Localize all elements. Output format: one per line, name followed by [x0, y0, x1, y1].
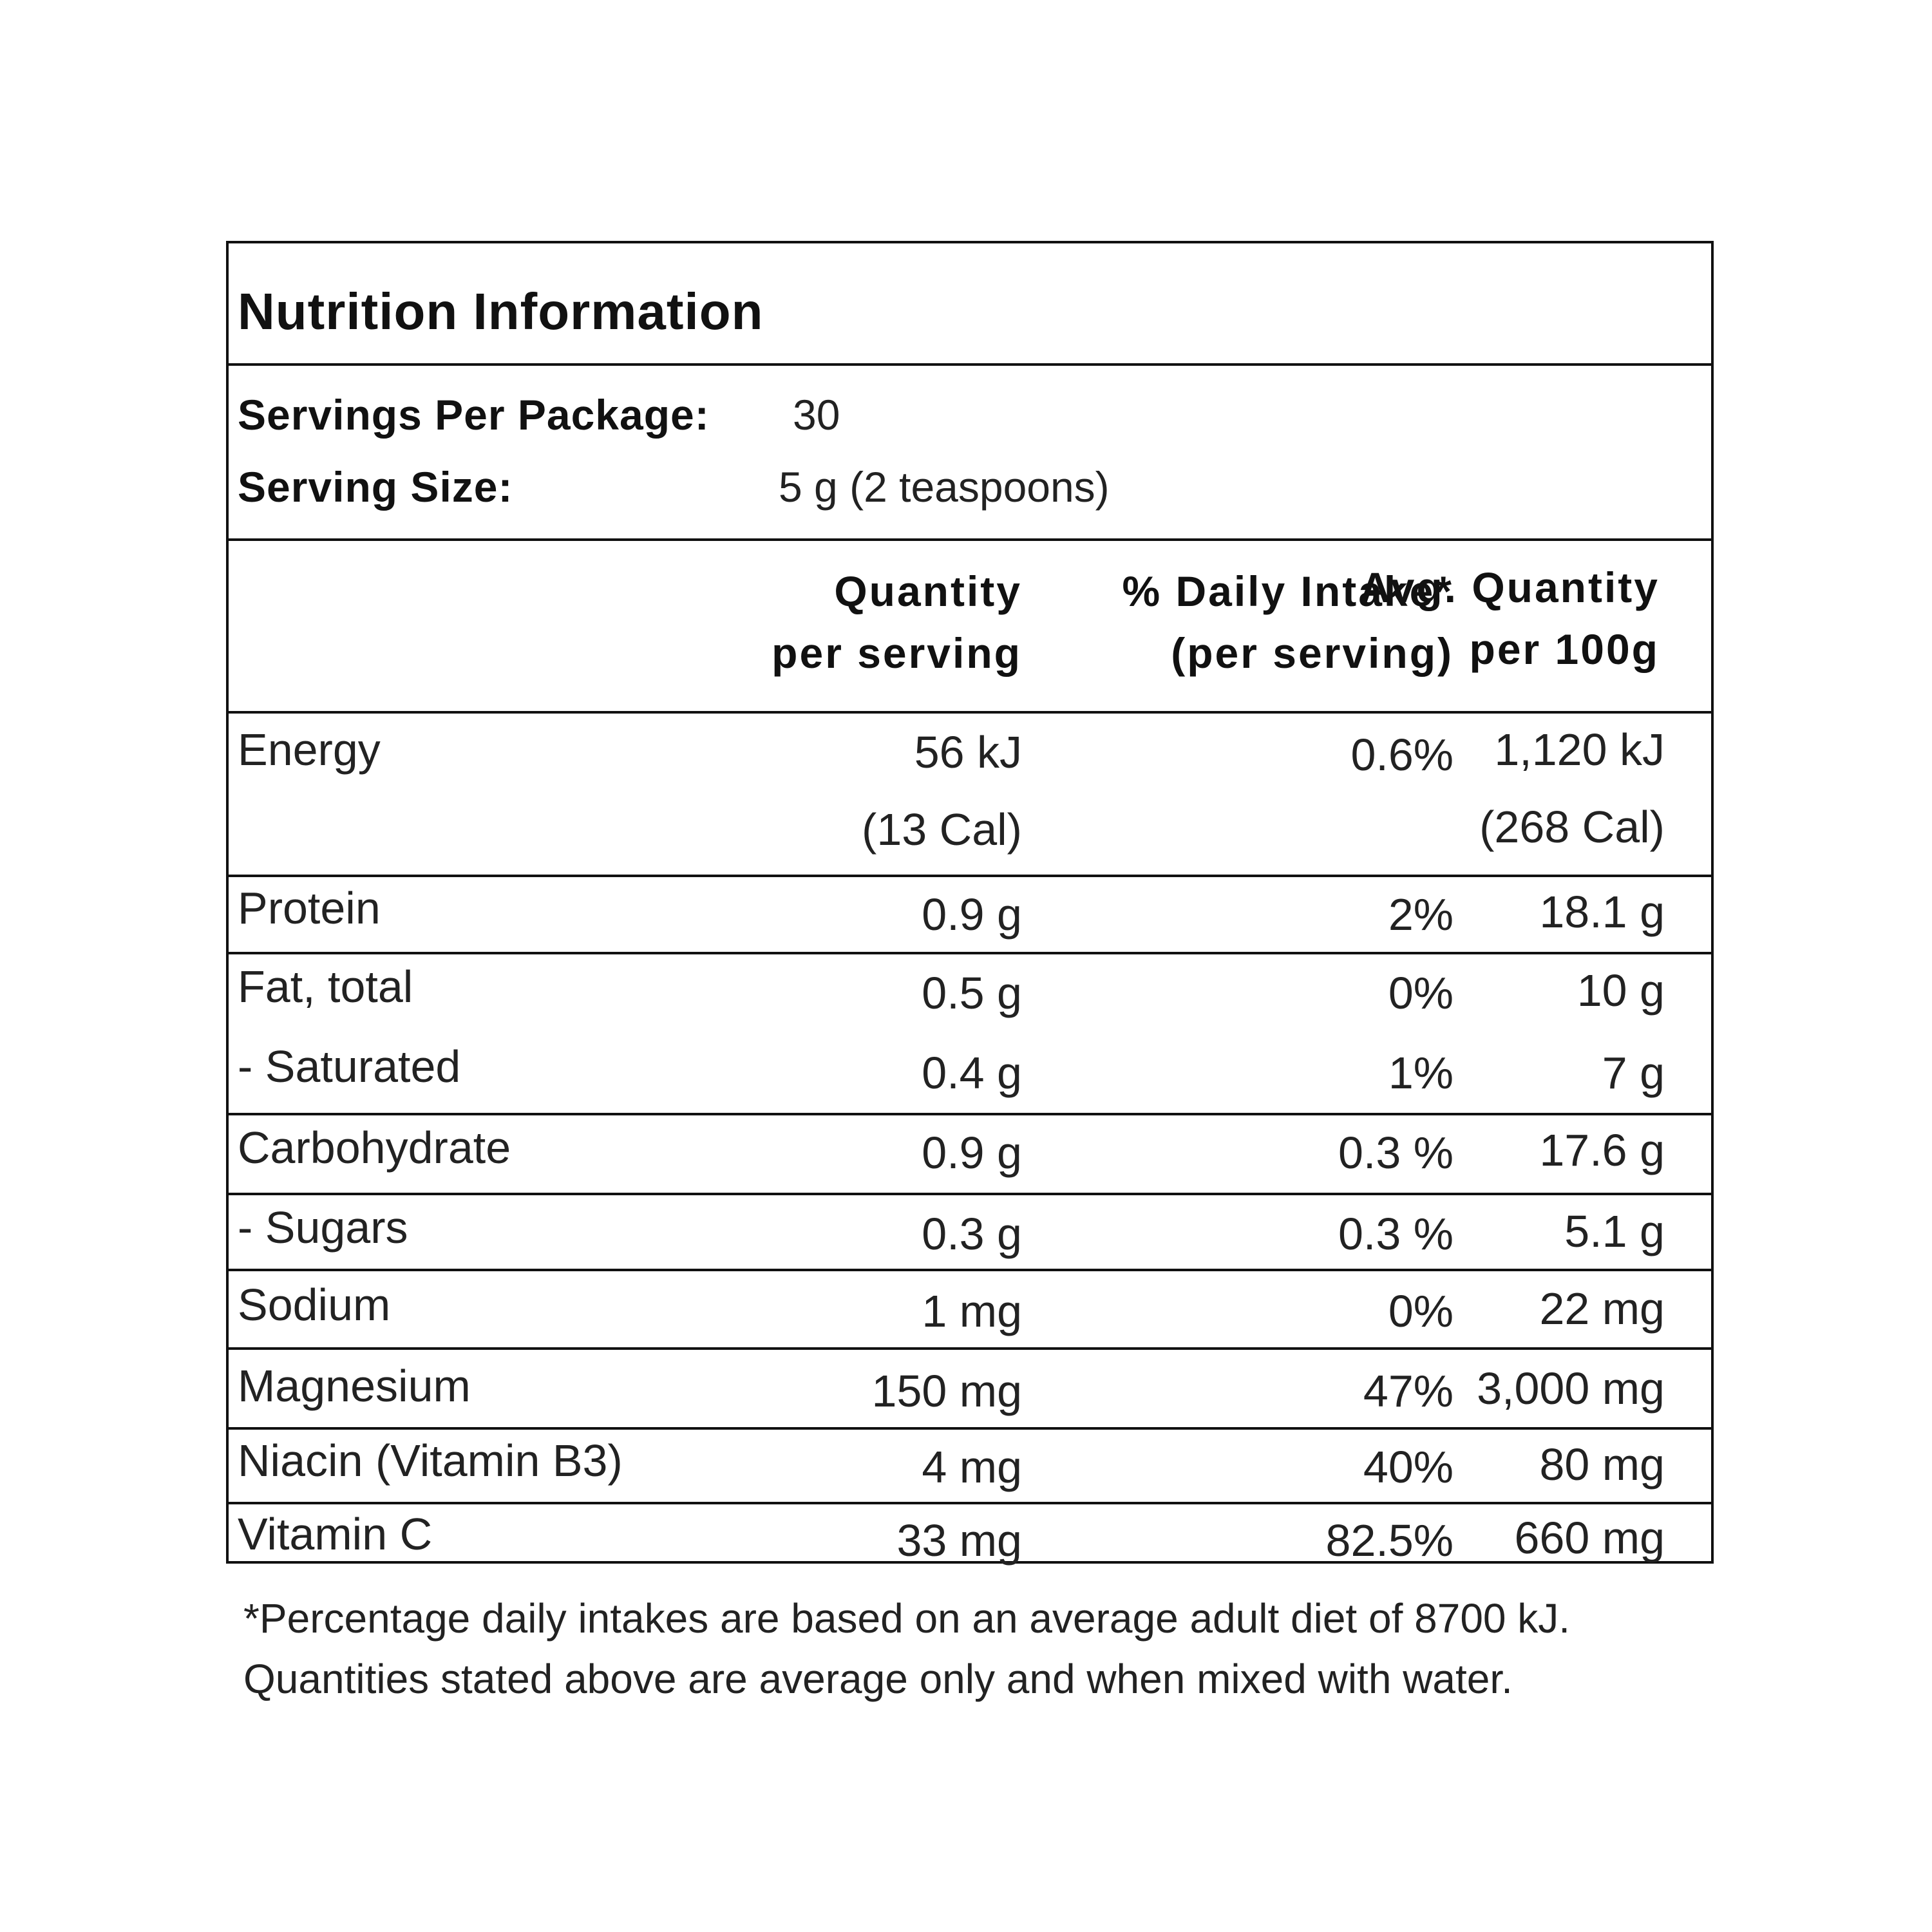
header-avg-quantity-line2: per 100g — [1469, 625, 1660, 673]
nutrient-name-saturated: - Saturated — [238, 1041, 461, 1092]
table-row — [229, 1430, 1711, 1504]
daily-intake: 47% — [1363, 1366, 1454, 1416]
daily-intake-saturated: 1% — [1388, 1048, 1454, 1098]
quantity-per-serving: 0.9 g — [922, 1128, 1022, 1178]
nutrient-name: - Sugars — [238, 1202, 408, 1253]
panel-title: Nutrition Information — [238, 283, 764, 340]
nutrient-name: Protein — [238, 883, 381, 933]
quantity-per-serving: 0.3 g — [922, 1209, 1022, 1259]
avg-quantity-per-100g: 660 mg — [1514, 1513, 1665, 1563]
quantity-per-serving-saturated: 0.4 g — [922, 1048, 1022, 1098]
daily-intake: 2% — [1388, 889, 1454, 940]
avg-quantity-per-100g-cal: (268 Cal) — [1479, 802, 1665, 852]
header-quantity-line2: per serving — [772, 629, 1022, 677]
table-row — [229, 1195, 1711, 1271]
nutrient-name: Carbohydrate — [238, 1122, 511, 1173]
avg-quantity-per-100g: 22 mg — [1539, 1283, 1665, 1334]
daily-intake: 0.3 % — [1338, 1128, 1454, 1178]
header-quantity-line1: Quantity — [834, 567, 1022, 615]
header-avg-quantity-line1: Avg. Quantity — [1359, 564, 1660, 611]
footnote — [243, 1588, 1570, 1709]
nutrient-name: Fat, total — [238, 961, 413, 1012]
table-row — [229, 1271, 1711, 1350]
nutrient-name: Niacin (Vitamin B3) — [238, 1435, 623, 1486]
nutrient-name: Vitamin C — [238, 1509, 433, 1559]
servings-per-package-value: 30 — [793, 391, 840, 439]
table-row — [229, 714, 1711, 877]
serving-size-value: 5 g (2 teaspoons) — [779, 463, 1110, 511]
quantity-per-serving-cal: (13 Cal) — [862, 804, 1022, 855]
quantity-per-serving: 1 mg — [922, 1286, 1022, 1336]
quantity-per-serving: 0.9 g — [922, 889, 1022, 940]
serving-size-label: Serving Size: — [238, 463, 513, 511]
avg-quantity-per-100g: 10 g — [1577, 965, 1665, 1016]
daily-intake: 0.6% — [1350, 730, 1454, 780]
quantity-per-serving: 4 mg — [922, 1442, 1022, 1492]
title-row — [229, 243, 1711, 366]
quantity-per-serving: 33 mg — [896, 1515, 1022, 1566]
quantity-per-serving: 0.5 g — [922, 968, 1022, 1018]
header-avg-quantity — [1359, 556, 1660, 680]
avg-quantity-per-100g-saturated: 7 g — [1602, 1048, 1665, 1098]
daily-intake: 82.5% — [1325, 1515, 1454, 1566]
column-header-row — [229, 541, 1711, 714]
avg-quantity-per-100g: 17.6 g — [1539, 1125, 1665, 1175]
nutrient-name: Energy — [238, 724, 381, 775]
daily-intake: 40% — [1363, 1442, 1454, 1492]
avg-quantity-per-100g: 3,000 mg — [1477, 1363, 1665, 1414]
nutrient-name: Sodium — [238, 1280, 391, 1330]
avg-quantity-per-100g: 18.1 g — [1539, 887, 1665, 937]
header-daily-intake-line2: (per serving) — [1171, 629, 1454, 677]
nutrition-panel — [226, 241, 1714, 1564]
table-row — [229, 877, 1711, 954]
daily-intake: 0% — [1388, 1286, 1454, 1336]
servings-row — [229, 366, 1711, 541]
header-quantity-per-serving — [772, 560, 1022, 684]
servings-per-package-label: Servings Per Package: — [238, 391, 710, 439]
table-row — [229, 1504, 1711, 1564]
table-row-fat — [229, 954, 1711, 1115]
quantity-per-serving: 150 mg — [871, 1366, 1022, 1416]
nutrient-name: Magnesium — [238, 1361, 471, 1411]
avg-quantity-per-100g: 1,120 kJ — [1494, 724, 1665, 775]
daily-intake: 0% — [1388, 968, 1454, 1018]
table-row — [229, 1350, 1711, 1430]
avg-quantity-per-100g: 80 mg — [1539, 1439, 1665, 1490]
footnote-line2: Quantities stated above are average only and when mixed with water. — [243, 1656, 1513, 1702]
avg-quantity-per-100g: 5.1 g — [1564, 1206, 1665, 1256]
footnote-line1: *Percentage daily intakes are based on an average adult diet of 8700 kJ. — [243, 1595, 1571, 1642]
header-daily-intake-line1: % Daily Intake* — [1122, 567, 1454, 615]
daily-intake: 0.3 % — [1338, 1209, 1454, 1259]
table-row — [229, 1115, 1711, 1195]
quantity-per-serving: 56 kJ — [914, 727, 1022, 777]
